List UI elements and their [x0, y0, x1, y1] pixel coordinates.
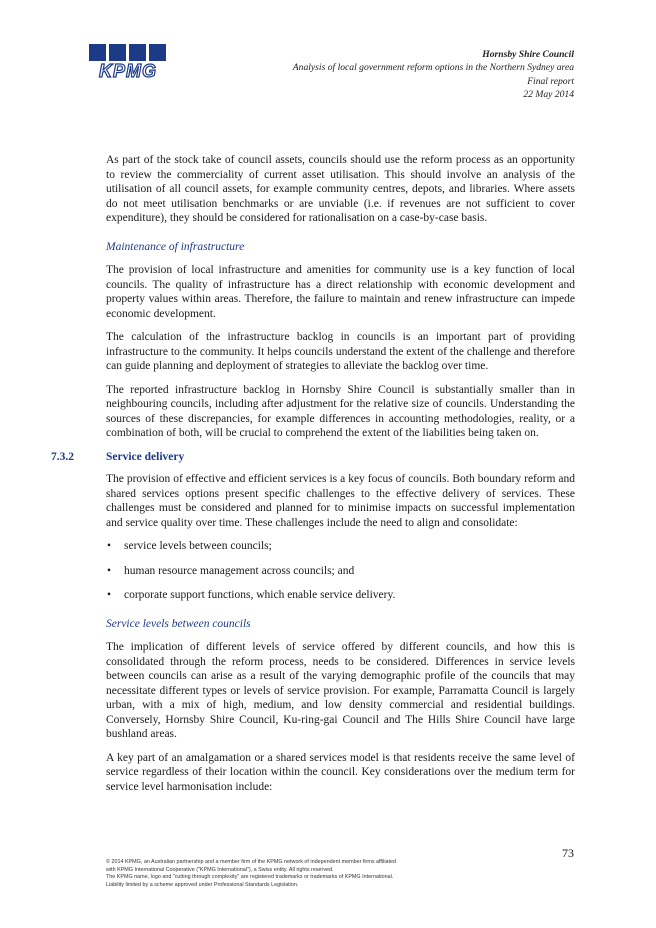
footer-line: © 2014 KPMG, an Australian partnership and a member firm of the KPMG network of independent member firms affiliated [106, 859, 397, 865]
paragraph: The implication of different levels of service offered by different councils, and how this is consolidated through the reform process, needs to be considered. Differences in service levels between councils can arise as a result of the varying demographic profile of the councils that may necessitate different types or levels of service provision. For example, Parramatta Council is largely urban, with a mix of high, medium, and low density commercial and residential buildings. Conversely, Hornsby Shire Council, Ku-ring-gai Council and The Hills Shire Council have large bushland areas. [106, 641, 575, 740]
page-number: 73 [562, 846, 574, 860]
paragraph: A key part of an amalgamation or a shared services model is that residents receive the same level of service regardless of their location within the council. Key considerations over the medium term for service level harmonisation include: [106, 751, 575, 793]
svg-text:KPMG: KPMG [99, 61, 157, 81]
section-heading [51, 450, 575, 465]
paragraph: The calculation of the infrastructure backlog in councils is an important part of providing infrastructure to the community. It helps councils understand the extent of the challenge and therefore can guide planning and deployment of strategies to alleviate the backlog over time. [106, 331, 575, 372]
header-report: Final report [527, 75, 574, 87]
paragraph: As part of the stock take of council assets, councils should use the reform process as an opportunity to review the commerciality of current asset utilisation. This should involve an analysis of the utilisation of all council assets, for example community centres, depots, and libraries. Where assets do not meet utilisation benchmarks or are unviable (i.e. if revenues are not sufficient to cover expenditure), they should be considered for rationalisation on a case-by-case basis. [106, 154, 575, 224]
bullet-icon: • [107, 589, 112, 601]
paragraph: The provision of local infrastructure and amenities for community use is a key function of local councils. The quality of infrastructure has a direct relationship with economic development and property values within areas. Therefore, the failure to maintain and renew infrastructure can impede economic development. [106, 264, 575, 320]
list-item: • service levels between councils; [107, 540, 272, 552]
subheading-maintenance: Maintenance of infrastructure [106, 240, 245, 253]
bullet-icon: • [107, 540, 112, 552]
paragraph: The reported infrastructure backlog in Hornsby Shire Council is substantially smaller than in neighbouring councils, including after adjustment for the relative size of councils. Understanding the sources of these discrepancies, for example differences in accounting methodologies, reality, or a combination of both, will be crucial to comprehend the extent of the liabilities being taken on. [106, 383, 575, 439]
report-header [293, 48, 574, 102]
header-date: 22 May 2014 [523, 89, 574, 101]
header-org: Hornsby Shire Council [482, 49, 574, 60]
list-item: • corporate support functions, which enable service delivery. [107, 589, 396, 601]
footer-line: Liability limited by a scheme approved under Professional Standards Legislation. [106, 881, 299, 888]
footer-line: with KPMG International Cooperative ("KPMG International"), a Swiss entity. All rights reserved. [106, 866, 334, 873]
header-subtitle: Analysis of local government reform options in the Northern Sydney area [292, 62, 574, 74]
subheading-service-levels: Service levels between councils [106, 617, 251, 630]
bullet-list [106, 539, 575, 603]
list-item: • human resource management across councils; and [107, 564, 355, 577]
page-body [51, 153, 575, 803]
paragraph: The provision of effective and efficient services is a key focus of councils. Both boundary reform and shared services options present specific challenges to the effective delivery of services. These challenges must be considered and planned for to minimise impacts on successful implementation and service quality over time. These challenges include the need to align and consolidate: [106, 473, 575, 529]
section-number: 7.3.2 [51, 450, 74, 463]
kpmg-logo [88, 43, 168, 81]
bullet-icon: • [107, 564, 112, 577]
footer-line: The KPMG name, logo and "cutting through complexity" are registered trademarks or trademarks of KPMG International. [106, 874, 394, 881]
legal-footer [106, 859, 576, 889]
section-title: Service delivery [106, 450, 185, 463]
